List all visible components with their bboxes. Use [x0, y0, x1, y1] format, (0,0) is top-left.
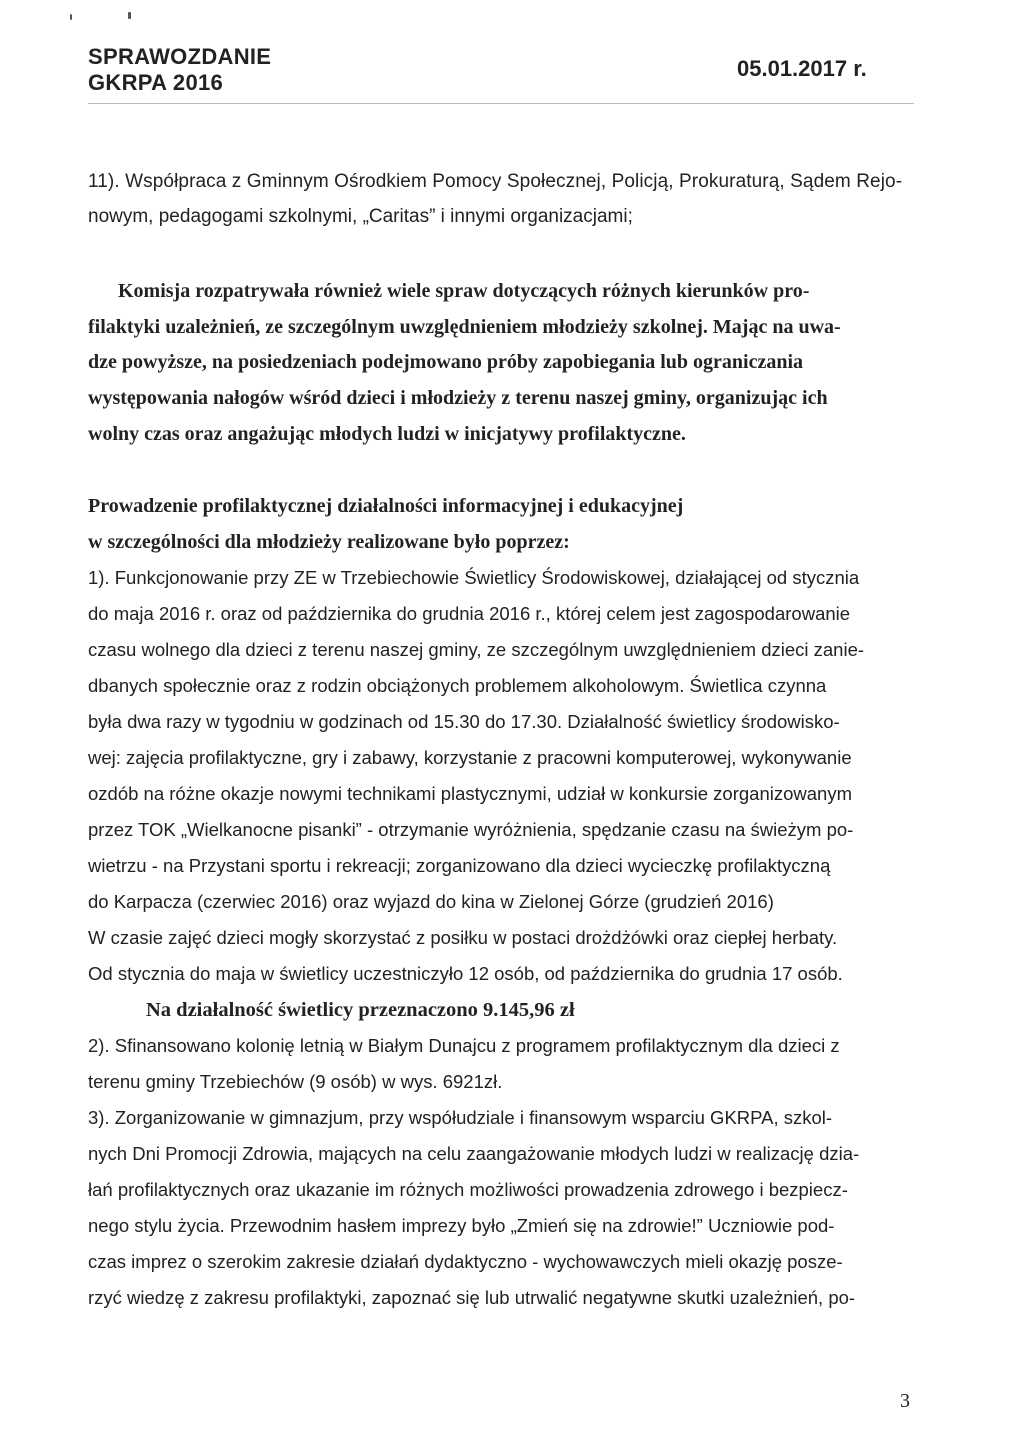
report-header [88, 44, 271, 96]
text-line: 3). Zorganizowanie w gimnazjum, przy współudziale i finansowym wsparciu GKRPA, szkol- [88, 1107, 833, 1128]
text-line: dze powyższe, na posiedzeniach podejmowano próby zapobiegania lub ograniczania [88, 351, 804, 373]
page-number: 3 [900, 1390, 910, 1412]
report-subtitle: GKRPA 2016 [88, 70, 224, 95]
text-line: 2). Sfinansowano kolonię letnią w Białym Dunajcu z programem profilaktycznym dla dzieci z [88, 1035, 840, 1056]
text-line: była dwa razy w tygodniu w godzinach od 15.30 do 17.30. Działalność świetlicy środowisko- [88, 711, 840, 732]
text-line: filaktyki uzależnień, ze szczególnym uwzględnieniem młodzieży szkolnej. Mając na uwa- [88, 316, 841, 338]
text-line: terenu gminy Trzebiechów (9 osób) w wys. 6921zł. [88, 1071, 503, 1092]
scan-speck [70, 14, 72, 20]
text-line: Od stycznia do maja w świetlicy uczestniczyło 12 osób, od października do grudnia 17 osób. [88, 963, 843, 984]
header-divider [88, 103, 914, 104]
text-line: ozdób na różne okazje nowymi technikami plastycznymi, udział w konkursie zorganizowanym [88, 783, 852, 804]
text-line: wolny czas oraz angażując młodych ludzi w inicjatywy profilaktyczne. [88, 423, 686, 445]
text-line: nych Dni Promocji Zdrowia, mających na celu zaangażowanie młodych ludzi w realizację dzia- [88, 1143, 860, 1164]
text-line: wej: zajęcia profilaktyczne, gry i zabawy, korzystanie z pracowni komputerowej, wykonywanie [88, 747, 852, 768]
section-heading: Prowadzenie profilaktycznej działalności informacyjnej i edukacyjnej [88, 495, 684, 517]
text-line: dbanych społecznie oraz z rodzin obciążonych problemem alkoholowym. Świetlica czynna [88, 675, 827, 696]
text-line: łań profilaktycznych oraz ukazanie im różnych możliwości prowadzenia zdrowego i bezpiecz- [88, 1179, 848, 1200]
text-line: nowym, pedagogami szkolnymi, „Caritas” i innymi organizacjami; [88, 206, 633, 227]
text-line: 11). Współpraca z Gminnym Ośrodkiem Pomocy Społecznej, Policją, Prokuraturą, Sądem Rejo- [88, 171, 903, 192]
text-line: W czasie zajęć dzieci mogły skorzystać z posiłku w postaci drożdżówki oraz ciepłej herbaty. [88, 927, 838, 948]
text-line: czas imprez o szerokim zakresie działań dydaktyczno - wychowawczych mieli okazję posze- [88, 1251, 843, 1272]
text-line: 1). Funkcjonowanie przy ZE w Trzebiechowie Świetlicy Środowiskowej, działającej od stycznia [88, 567, 860, 588]
text-line: Komisja rozpatrywała również wiele spraw dotyczących różnych kierunków pro- [118, 280, 810, 302]
text-line: czasu wolnego dla dzieci z terenu naszej gminy, ze szczególnym uwzględnieniem dzieci zanie- [88, 639, 865, 660]
text-line: występowania nałogów wśród dzieci i młodzieży z terenu naszej gminy, organizując ich [88, 387, 828, 409]
text-line: nego stylu życia. Przewodnim hasłem imprezy było „Zmień się na zdrowie!” Uczniowie pod- [88, 1215, 835, 1236]
text-line: do maja 2016 r. oraz od października do grudnia 2016 r., której celem jest zagospodarowanie [88, 603, 851, 624]
scan-speck [128, 12, 131, 19]
text-line: rzyć wiedzę z zakresu profilaktyki, zapoznać się lub utrwalić negatywne skutki uzależnień, po- [88, 1287, 856, 1308]
funding-summary: Na działalność świetlicy przeznaczono 9.145,96 zł [146, 999, 575, 1021]
section-heading: w szczególności dla młodzieży realizowane było poprzez: [88, 531, 570, 553]
report-date: 05.01.2017 r. [737, 56, 867, 81]
report-title: SPRAWOZDANIE [88, 44, 272, 69]
text-line: do Karpacza (czerwiec 2016) oraz wyjazd do kina w Zielonej Górze (grudzień 2016) [88, 891, 774, 912]
text-line: przez TOK „Wielkanocne pisanki” - otrzymanie wyróżnienia, spędzanie czasu na świeżym po- [88, 819, 854, 840]
text-line: wietrzu - na Przystani sportu i rekreacji; zorganizowano dla dzieci wycieczkę profilaktyczną [88, 855, 831, 876]
